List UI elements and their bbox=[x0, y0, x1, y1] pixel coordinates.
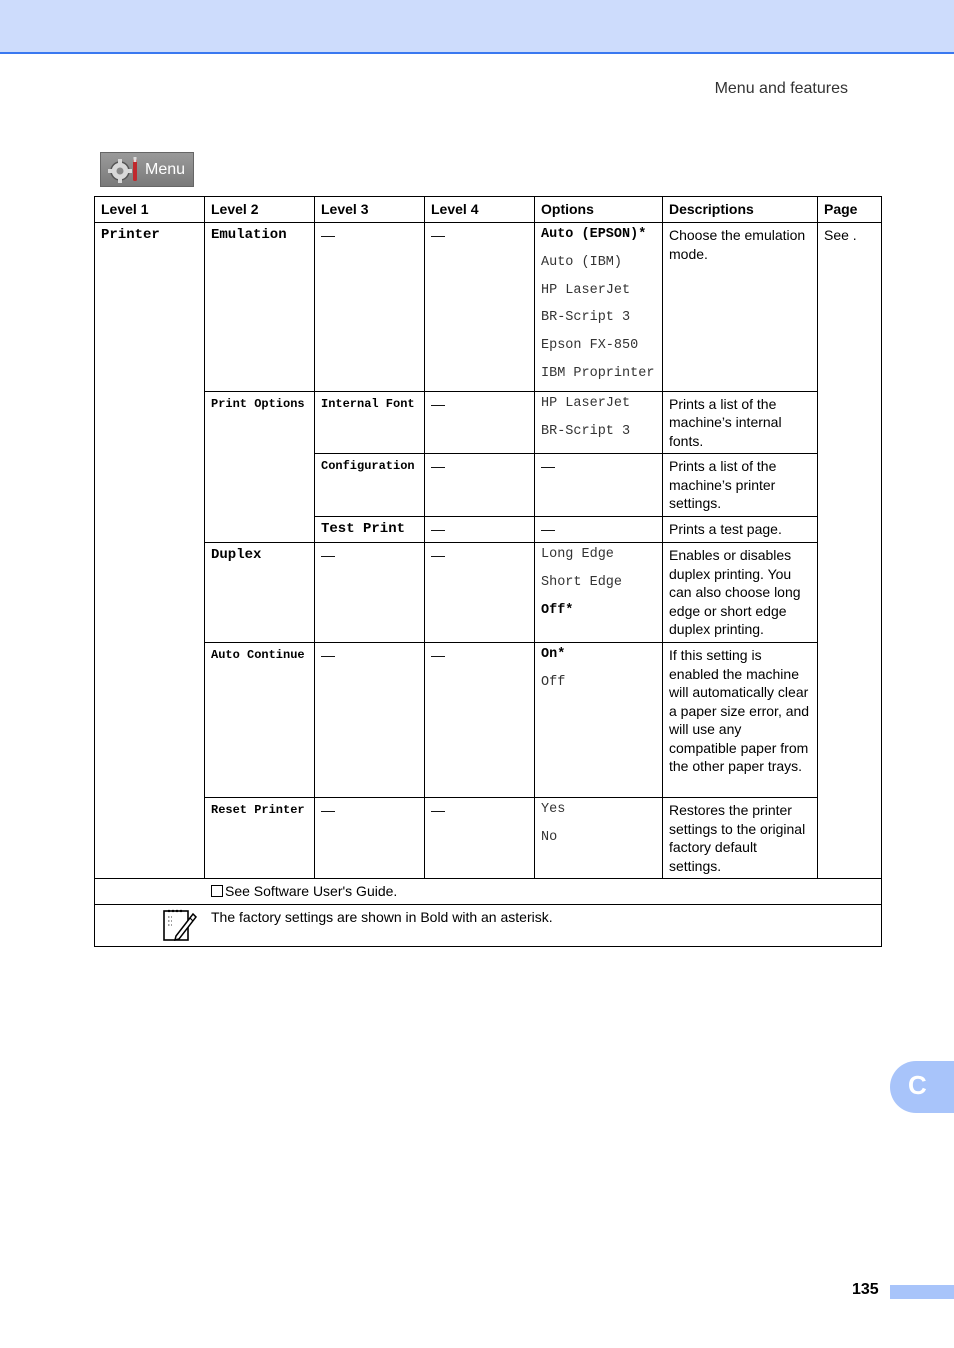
col-header: Descriptions bbox=[663, 197, 818, 223]
level4-dash: — bbox=[425, 543, 535, 643]
option-item: HP LaserJet bbox=[541, 282, 631, 298]
options-cell bbox=[535, 223, 663, 392]
level2-print-options: Print Options bbox=[205, 391, 315, 543]
level3-dash: — bbox=[315, 223, 425, 392]
level2-emulation: Emulation bbox=[205, 223, 315, 392]
chapter-letter: C bbox=[908, 1070, 927, 1100]
footnote-text: See Software User's Guide. bbox=[225, 883, 398, 900]
chapter-tab bbox=[890, 1061, 954, 1113]
option-item: On* bbox=[541, 647, 566, 663]
page-number-bar bbox=[890, 1285, 954, 1299]
menu-button[interactable] bbox=[100, 152, 194, 187]
col-header: Level 4 bbox=[425, 197, 535, 223]
table-row bbox=[95, 543, 882, 643]
table-row bbox=[95, 391, 882, 454]
description-cell: Prints a test page. bbox=[663, 517, 818, 543]
level3-test-print: Test Print bbox=[315, 517, 425, 543]
footnote-row bbox=[95, 879, 882, 905]
description-cell: Choose the emulation mode. bbox=[663, 223, 818, 392]
col-header: Page bbox=[818, 197, 882, 223]
menu-table bbox=[94, 196, 882, 947]
options-cell bbox=[535, 543, 663, 643]
level4-dash: — bbox=[425, 798, 535, 879]
option-item: BR-Script 3 bbox=[541, 310, 631, 326]
level3-dash: — bbox=[315, 543, 425, 643]
note-row bbox=[95, 904, 882, 946]
level3-dash: — bbox=[315, 643, 425, 798]
page-reference: See . bbox=[824, 227, 857, 243]
gear-wrench-icon bbox=[105, 155, 141, 185]
options-dash: — bbox=[535, 454, 663, 517]
running-header: Menu and features bbox=[714, 80, 848, 97]
description-cell: If this setting is enabled the machine will automatically clear a paper size error, and will use any compatible paper from the other paper trays. bbox=[663, 643, 818, 798]
page-cell bbox=[818, 223, 882, 879]
option-item: Yes bbox=[541, 802, 566, 818]
option-item: Off bbox=[541, 675, 566, 691]
level4-dash: — bbox=[425, 391, 535, 454]
level4-dash: — bbox=[425, 223, 535, 392]
option-item: No bbox=[541, 830, 558, 846]
table-row bbox=[95, 798, 882, 879]
col-header: Options bbox=[535, 197, 663, 223]
level1-printer: Printer bbox=[95, 223, 205, 879]
level2-duplex: Duplex bbox=[205, 543, 315, 643]
level4-dash: — bbox=[425, 517, 535, 543]
col-header: Level 3 bbox=[315, 197, 425, 223]
option-item: Auto (IBM) bbox=[541, 254, 623, 270]
description-cell: Restores the printer settings to the original factory default settings. bbox=[663, 798, 818, 879]
description-cell: Prints a list of the machine’s internal fonts. bbox=[663, 391, 818, 454]
level4-dash: — bbox=[425, 454, 535, 517]
level3-internal-font: Internal Font bbox=[315, 391, 425, 454]
header-band bbox=[0, 0, 954, 54]
option-item: BR-Script 3 bbox=[541, 423, 631, 439]
col-header: Level 1 bbox=[95, 197, 205, 223]
option-item: Short Edge bbox=[541, 575, 623, 591]
description-cell: Prints a list of the machine’s printer settings. bbox=[663, 454, 818, 517]
table-row bbox=[95, 223, 882, 392]
option-item: Epson FX-850 bbox=[541, 338, 639, 354]
level2-reset-printer: Reset Printer bbox=[205, 798, 315, 879]
level3-configuration: Configuration bbox=[315, 454, 425, 517]
menu-button-label: Menu bbox=[145, 160, 186, 178]
option-item: IBM Proprinter bbox=[541, 365, 655, 381]
reference-box-icon bbox=[211, 885, 223, 897]
note-text: The factory settings are shown in Bold with an asterisk. bbox=[211, 908, 553, 925]
page-number: 135 bbox=[852, 1281, 879, 1298]
table-row bbox=[95, 643, 882, 798]
options-dash: — bbox=[535, 517, 663, 543]
option-item: Off* bbox=[541, 602, 574, 618]
option-item: HP LaserJet bbox=[541, 395, 631, 411]
options-cell bbox=[535, 391, 663, 454]
option-item: Long Edge bbox=[541, 547, 614, 563]
col-header: Level 2 bbox=[205, 197, 315, 223]
options-cell bbox=[535, 643, 663, 798]
level2-auto-continue: Auto Continue bbox=[205, 643, 315, 798]
option-item: Auto (EPSON)* bbox=[541, 227, 647, 242]
table-header-row bbox=[95, 197, 882, 223]
note-pencil-icon bbox=[162, 908, 198, 942]
level3-dash: — bbox=[315, 798, 425, 879]
options-cell bbox=[535, 798, 663, 879]
level4-dash: — bbox=[425, 643, 535, 798]
description-cell: Enables or disables duplex printing. You can also choose long edge or short edge duplex printing. bbox=[663, 543, 818, 643]
